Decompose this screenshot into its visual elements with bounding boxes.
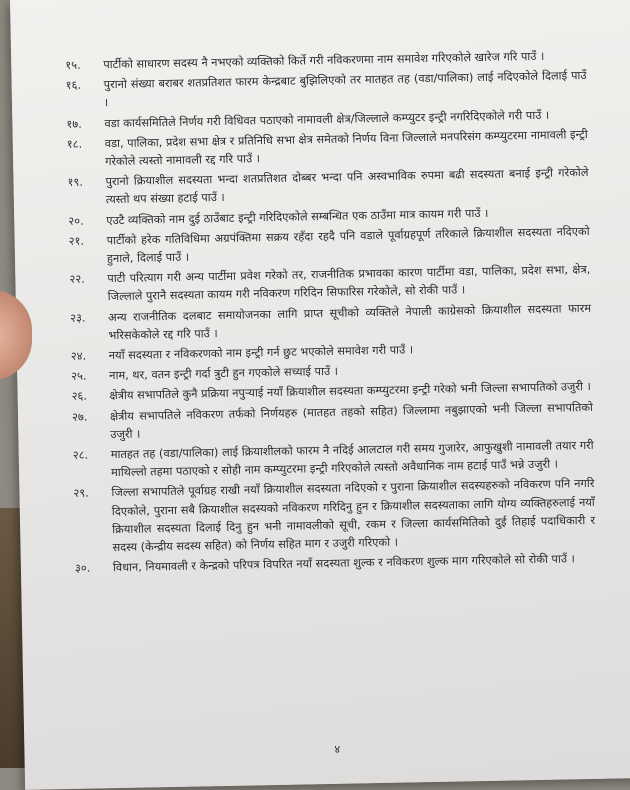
- item-number: २६.: [71, 390, 88, 404]
- list-item: [69, 475, 595, 558]
- item-text: पाटी परित्याग गरी अन्य पार्टीमा प्रवेश गरेको तर, राजनीतिक प्रभावका कारण पार्टीमा वडा, पालिका, प्रदेश सभा, क्षेत्र, जिल्लाले पुरानै सदस्यता कायम गरी नविकरण गरिदिन सिफारिस गरेकोले, सो रोकी पाउँ ।: [107, 263, 591, 304]
- item-number: २८.: [72, 448, 89, 462]
- item-number: १९.: [67, 175, 83, 190]
- item-text: अन्य राजनीतिक दलबाट समायोजनका लागि प्राप्त सूचीको व्यक्तिले नेपाली काग्रेसको क्रियाशील सदस्यता फारम भरिसकेकोले रद्द गरि पाउँ ।: [107, 301, 592, 343]
- item-number: २५.: [71, 369, 87, 384]
- item-number: ३०.: [74, 561, 91, 576]
- item-text: वडा, पालिका, प्रदेश सभा क्षेत्र र प्रतिनिधि सभा क्षेत्र समेतको निर्णय विना जिल्लाले मनपरिसंग कम्प्युटरमा नामावली इन्ट्री गरेकोले त्यस्तो नामावली रद्द गरि पाउँ ।: [104, 127, 588, 169]
- item-text: पुरानो क्रियाशील सदस्यता भन्दा शतप्रतिशत दोब्बर भन्दा पनि अस्वभाविक रुपमा बढी सदस्यता बनाई इन्ट्री गरेकोले त्यस्तो थप संख्या हटाई पाउँ ।: [105, 166, 589, 207]
- item-number: २२.: [69, 272, 85, 287]
- item-text: वडा कार्यसमितिले निर्णय गरी विधिवत पठाएको नामावली क्षेत्र/जिल्लाले कम्प्युटर इन्ट्री नगरिदिएकोले गरी पाउँ ।: [104, 108, 550, 130]
- item-number: १५.: [65, 58, 81, 72]
- item-number: १६.: [65, 78, 82, 93]
- item-number: १८.: [66, 137, 83, 151]
- item-text: जिल्ला सभापतिले पूर्वाग्रह राखी नयाँ क्रियाशील सदस्यता नदिएको र पुराना क्रियाशील सदस्यहरुको नविकरण पनि नगरि दिएकोले, पुराना सबै क्रियाशील सदस्यको नविकरण गरिदिनु हुन र क्रियाशील सदस्यताका लागि योग्य व्यक्तिहरुलाई नयाँ क्रियाशील सदस्यता दिलाई दिनु हुन भनी नामावलीको सूची, रकम र जिल्ला कार्यसमितिको दुई तिहाई पदाधिकारी र सदस्य (केन्द्रीय सदस्य सहित) को निर्णय सहित माग र उजुरी गरिएको ।: [111, 477, 596, 555]
- item-text: क्षेत्रीय सभापतिले कुनै प्रक्रिया नपुऱ्याई नयाँ क्रियाशील सदस्यता कम्प्युटरमा इन्ट्री गरेको भनी जिल्ला सभापतिको उजुरी ।: [109, 380, 591, 403]
- item-text: नयाँ सदस्यता र नविकरणको नाम इन्ट्री गर्न छुट भएकोले समावेश गरी पाउँ ।: [108, 343, 414, 363]
- item-text: नाम, थर, वतन इन्ट्री गर्दा त्रुटी हुन गएकोले सच्याई पाउँ ।: [109, 365, 339, 383]
- page-number: ४: [334, 742, 341, 756]
- item-number: २९.: [73, 487, 89, 501]
- document-page: [10, 0, 630, 790]
- item-text: क्षेत्रीय सभापतिले नविकरण तर्फको निर्णयहरु (मातहत तहको सहित) जिल्लामा नबुझाएको भनी जिल्ला सभापतिको उजुरी ।: [109, 400, 594, 442]
- complaint-list: [61, 47, 596, 580]
- item-text: मातहत तह (वडा/पालिका) लाई क्रियाशीलको फारम नै नदिई आलटाल गरी समय गुजारेर, आफुखुशी नामावली तयार गरी माथिल्लो तहमा पठाएको र सोही नाम कम्प्युटरमा इन्ट्री गरिएकोले त्यस्तो अवैधानिक नाम हटाई पाउँ भन्ने उजुरी ।: [110, 438, 594, 480]
- item-text: पार्टीको साधारण सदस्य नै नभएको व्यक्तिको किर्ते गरी नविकरणमा नाम समावेश गरिएकोले खारेज गरि पाउँ ।: [103, 49, 545, 72]
- item-text: एउटै व्यक्तिको नाम दुई ठाउँबाट इन्ट्री गरिदिएकोले सम्बन्धित एक ठाउँमा मात्र कायम गरी पाउँ ।: [106, 206, 489, 227]
- item-number: २०.: [68, 214, 84, 228]
- item-number: २४.: [70, 349, 87, 363]
- item-number: २३.: [69, 311, 86, 325]
- item-text: पार्टीको हरेक गतिविधिमा अग्रपंक्तिमा सक्रय रहँदा रहदै पनि वडाले पूर्वाग्रहपूर्ण तरिकाले क्रियाशील सदस्यता नदिएको हुनाले, दिलाई पाउँ ।: [106, 224, 590, 266]
- item-number: १७.: [66, 117, 82, 131]
- item-text: पुरानो संख्या बराबर शतप्रतिशत फारम केन्द्रबाट बुझिलिएको तर मातहत तह (वडा/पालिका) लाई नदिएकोले दिलाई पाउँ ।: [103, 69, 587, 110]
- item-text: विधान, नियमावली र केन्द्रको परिपत्र विपरित नयाँ सदस्यता शुल्क र नविकरण शुल्क माग गरिएकोले सो रोकी पाउँ ।: [112, 552, 576, 575]
- item-number: २७.: [71, 410, 88, 424]
- item-number: २१.: [68, 234, 85, 248]
